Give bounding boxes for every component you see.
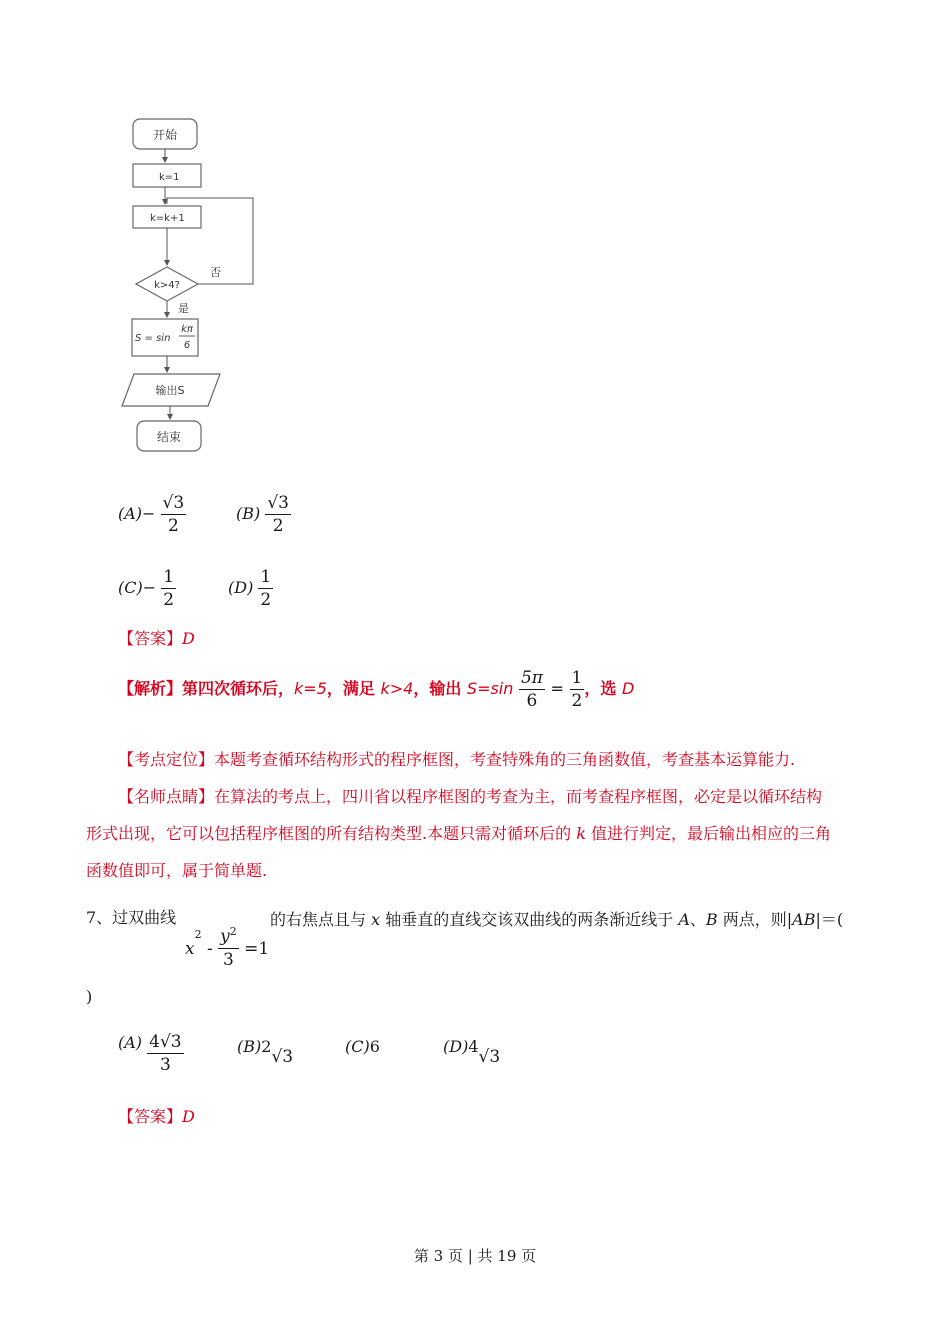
q6-mingshi-line3: 函数值即可，属于简单题. (86, 861, 268, 880)
q7-eq-y: y (220, 926, 230, 947)
q7-eq-den: 3 (223, 949, 234, 970)
q6-option-c-den: 2 (163, 590, 175, 610)
q6-answer-value: D (182, 629, 195, 648)
q7-option-c-val: 6 (369, 1037, 380, 1056)
q7-var-ab: AB (792, 910, 816, 929)
q6-answer (118, 629, 195, 649)
q7-text1: 的右焦点且与 (270, 910, 372, 929)
q6-option-a[interactable] (118, 492, 186, 537)
q6-analysis-result-num: 1 (571, 668, 583, 688)
q7-option-b-rad: √3 (271, 1047, 294, 1067)
q6-mingshi-line1-text: 在算法的考点上，四川省以程序框图的考查为主，而考查程序框图，必定是以循环结构 (214, 787, 823, 806)
flow-assign-num: kπ (181, 324, 193, 335)
q7-stem (86, 910, 176, 930)
q7-option-b-val: 2 (261, 1037, 272, 1056)
q7-var-a: A (678, 910, 690, 929)
q7-option-d-val: 4 (468, 1037, 479, 1056)
q7-answer-value: D (182, 1107, 195, 1126)
flowchart (110, 110, 280, 460)
q6-option-d-label: (D) (228, 578, 254, 597)
q7-option-a-num: 4√3 (149, 1032, 182, 1052)
q6-kaodian (118, 750, 795, 770)
q6-option-b-label: (B) (236, 504, 261, 523)
flow-no-label: 否 (210, 266, 221, 279)
flow-output-text: 输出S (155, 384, 185, 397)
q6-kaodian-text: 本题考查循环结构形式的程序框图，考查特殊角的三角函数值，考查基本运算能力. (214, 750, 796, 769)
q6-option-a-den: 2 (167, 516, 179, 536)
q6-option-d[interactable] (228, 566, 273, 611)
q6-option-b-den: 2 (272, 516, 284, 536)
q6-option-a-label: (A) (118, 504, 143, 523)
q6-option-c-num: 1 (163, 567, 175, 587)
q6-mingshi (86, 778, 876, 889)
q7-stem-rest (270, 910, 843, 930)
q6-option-d-den: 2 (260, 590, 272, 610)
q6-analysis (118, 666, 634, 712)
q7-close-paren: ) (86, 987, 93, 1006)
q7-option-d-rad: √3 (478, 1047, 501, 1067)
q6-answer-label: 【答案】 (118, 629, 183, 648)
q6-mingshi-line2b: 值进行判定，最后输出相应的三角 (585, 824, 831, 843)
q6-option-c-fraction (161, 566, 176, 611)
q6-option-b-num: √3 (267, 493, 289, 513)
flow-increment-text: k=k+1 (150, 213, 185, 224)
q6-analysis-fraction (519, 667, 545, 712)
q7-eq-x: x (185, 939, 195, 960)
q7-option-a-den: 3 (159, 1055, 171, 1075)
q7-eq-yexp: 2 (229, 925, 237, 938)
q7-equation (185, 905, 270, 970)
q6-mingshi-line1 (86, 778, 876, 815)
q6-mingshi-line2-k: k (576, 824, 586, 843)
q7-option-d-label: (D) (443, 1037, 469, 1056)
q6-option-c-sign: − (142, 578, 157, 597)
q7-var-b: B (705, 910, 718, 929)
flow-assign-den: 6 (183, 340, 191, 351)
q6-analysis-choice: D (621, 679, 635, 698)
q6-option-d-num: 1 (260, 567, 272, 587)
q7-text3: 、 (689, 910, 706, 929)
q6-analysis-text1: 第四次循环后， (182, 679, 295, 698)
q6-analysis-result-den: 2 (571, 691, 583, 711)
q6-analysis-label: 【解析】 (118, 679, 183, 698)
q7-text4: 两点，则| (717, 910, 793, 929)
q6-analysis-den: 6 (526, 691, 538, 711)
page-footer: 第 3 页 | 共 19 页 (413, 1247, 537, 1265)
flow-assign-lhs: S = sin (135, 333, 171, 344)
q7-var-x: x (371, 910, 381, 929)
q6-mingshi-line2a: 形式出现，它可以包括程序框图的所有结构类型.本题只需对循环后的 (86, 824, 577, 843)
q6-option-a-fraction (161, 492, 187, 537)
q6-option-b[interactable] (236, 492, 291, 537)
q6-option-c-label: (C) (118, 578, 143, 597)
q6-mingshi-label: 【名师点睛】 (118, 787, 215, 806)
flow-init-text: k=1 (159, 172, 180, 183)
q7-option-a-label: (A) (118, 1033, 143, 1052)
q7-eq-fraction (218, 921, 239, 971)
q7-option-a[interactable] (118, 1033, 184, 1076)
flow-condition-text: k>4? (154, 280, 180, 291)
q6-analysis-k5: k=5 (294, 679, 327, 698)
q7-option-b-label: (B) (237, 1037, 262, 1056)
q6-mingshi-line2 (86, 815, 876, 852)
q7-eq-minus: - (207, 939, 213, 960)
q6-analysis-text2: ，满足 (326, 679, 381, 698)
q7-option-c-label: (C) (345, 1037, 370, 1056)
flow-start-text: 开始 (152, 128, 178, 142)
q6-option-a-num: √3 (162, 493, 185, 513)
q6-option-d-fraction (258, 566, 273, 611)
flow-end-text: 结束 (156, 430, 182, 444)
q6-analysis-result (570, 667, 585, 712)
q6-kaodian-label: 【考点定位】 (118, 750, 215, 769)
q7-eq-xexp: 2 (194, 927, 202, 941)
q6-analysis-text4: ，选 (584, 679, 622, 698)
q6-option-b-fraction (265, 492, 291, 537)
q6-analysis-cond: k>4 (380, 679, 414, 698)
q6-analysis-s: S=sin (466, 679, 514, 698)
q6-option-c[interactable] (118, 566, 176, 611)
q7-eq-rhs: =1 (244, 939, 270, 960)
q7-option-b[interactable] (237, 1037, 294, 1067)
q6-option-a-sign: − (142, 504, 156, 523)
q7-text5: |＝( (815, 910, 844, 929)
q6-analysis-num: 5π (520, 668, 543, 688)
q7-answer-label: 【答案】 (118, 1107, 183, 1126)
flow-yes-label: 是 (178, 302, 189, 315)
q6-analysis-text3: ，输出 (413, 679, 467, 698)
q7-prefix: 7、过双曲线 (86, 908, 177, 927)
q7-text2: 轴垂直的直线交该双曲线的两条渐近线于 (380, 910, 679, 929)
q7-option-c[interactable] (345, 1037, 380, 1057)
q7-option-a-fraction (147, 1031, 183, 1076)
q6-analysis-eq: = (550, 679, 564, 698)
q7-answer (118, 1107, 195, 1127)
q7-option-d[interactable] (443, 1037, 501, 1067)
